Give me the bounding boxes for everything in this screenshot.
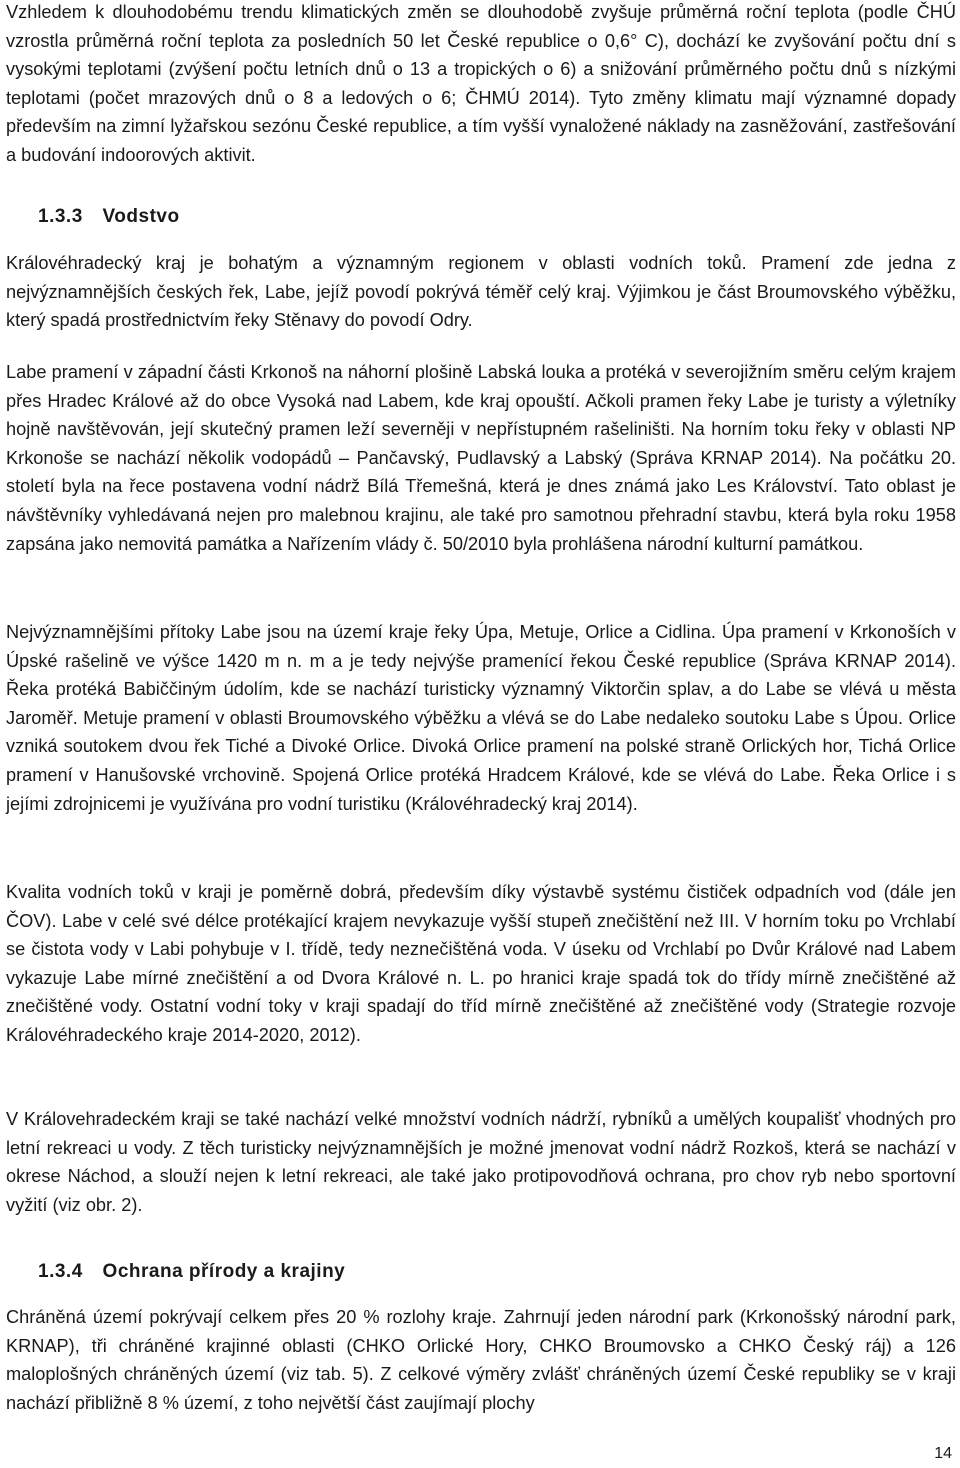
section-number: 1.3.4 bbox=[38, 1261, 83, 1282]
page-number: 14 bbox=[934, 1445, 952, 1462]
paragraph-water-quality: Kvalita vodních toků v kraji je poměrně dobrá, především díky výstavbě systému čističek odpadních vod (dále jen ČOV). Labe v celé své délce protékající krajem nevykazuje vyšší stupeň znečištění než III. V horním toku po Vrchlabí se čistota vody v Labi pohybuje v I. třídě, tedy neznečištěná voda. V úseku od Vrchlabí po Dvůr Králové nad Labem vykazuje Labe mírné znečištění a od Dvora Králové n. L. po hranici kraje spadá tok do třídy mírně znečištěné až znečištěné vody. Ostatní vodní toky v kraji spadají do tříd mírně znečištěné až znečištěné vody (Strategie rozvoje Královéhradeckého kraje 2014-2020, 2012). bbox=[6, 882, 956, 1045]
section-heading-vodstvo bbox=[38, 203, 738, 231]
paragraph-climate: Vzhledem k dlouhodobému trendu klimatických změn se dlouhodobě zvyšuje průměrná roční teplota (podle ČHÚ vzrostla průměrná roční teplota za posledních 50 let České republice o 0,6° C), dochází ke zvyšování počtu dní s vysokými teplotami (zvýšení počtu letních dnů o 13 a tropických o 6) a snižování průměrného počtu dnů s nízkými teplotami (počet mrazových dnů o 8 a ledových o 6; ČHMÚ 2014). Tyto změny klimatu mají významné dopady především na zimní lyžařskou sezónu České republice, a tím vyšší vynaložené náklady na zasněžování, zastřešování a budování indoorových aktivit. bbox=[6, 2, 956, 165]
paragraph-protected-areas: Chráněná území pokrývají celkem přes 20 % rozlohy kraje. Zahrnují jeden národní park (Krkonošský národní park, KRNAP), tři chráněné krajinné oblasti (CHKO Orlické Hory, CHKO Broumovsko a CHKO Český ráj) a 126 maloplošných chráněných území (viz tab. 5). Z celkové výměry zvlášť chráněných území České republiky se v kraji nachází přibližně 8 % území, z toho největší část zaujímají plochy bbox=[6, 1307, 956, 1413]
section-heading-ochrana bbox=[38, 1258, 738, 1286]
paragraph-water-region: Královéhradecký kraj je bohatým a významným regionem v oblasti vodních toků. Pramení zde jedna z nejvýznamnějších českých řek, Labe, jejíž povodí pokrývá téměř celý kraj. Výjimkou je část Broumovského výběžku, který spadá prostřednictvím řeky Stěnavy do povodí Odry. bbox=[6, 253, 956, 331]
section-title: Vodstvo bbox=[102, 206, 180, 227]
section-number: 1.3.3 bbox=[38, 206, 83, 227]
paragraph-reservoirs: V Královehradeckém kraji se také nachází velké množství vodních nádrží, rybníků a umělých koupališť vhodných pro letní rekreaci u vody. Z těch turisticky nejvýznamnějších je možné jmenovat vodní nádrž Rozkoš, která se nachází v okrese Náchod, a slouží nejen k letní rekreaci, ale také jako protipovodňová ochrana, pro chov ryb nebo sportovní vyžití (viz obr. 2). bbox=[6, 1109, 956, 1215]
paragraph-tributaries: Nejvýznamnějšími přítoky Labe jsou na území kraje řeky Úpa, Metuje, Orlice a Cidlina. Úpa pramení v Krkonoších v Úpské rašelině ve výšce 1420 m n. m a je tedy nejvýše pramenící řekou České republice (Správa KRNAP 2014). Řeka protéká Babiččiným údolím, kde se nachází turisticky významný Viktorčin splav, a do Labe se vlévá u města Jaroměř. Metuje pramení v oblasti Broumovského výběžku a vlévá se do Labe nedaleko soutoku Labe s Úpou. Orlice vzniká soutokem dvou řek Tiché a Divoké Orlice. Divoká Orlice pramení na polské straně Orlických hor, Tichá Orlice pramení v Hanušovské vrchovině. Spojená Orlice protéká Hradcem Králové, kde se vlévá do Labe. Řeka Orlice i s jejími zdrojnicemi je využívána pro vodní turistiku (Královéhradecký kraj 2014). bbox=[6, 622, 956, 814]
section-title: Ochrana přírody a krajiny bbox=[102, 1261, 346, 1282]
paragraph-labe: Labe pramení v západní části Krkonoš na náhorní plošině Labská louka a protéká v severojižním směru celým krajem přes Hradec Králové až do obce Vysoká nad Labem, kde kraj opouští. Ačkoli pramen řeky Labe je turisty a výletníky hojně navštěvován, její skutečný pramen leží severněji v nepřístupném rašeliništi. Na horním toku řeky v oblasti NP Krkonoše se nachází několik vodopádů – Pančavský, Pudlavský a Labský (Správa KRNAP 2014). Na počátku 20. století byla na řece postavena vodní nádrž Bílá Třemešná, která je dnes známá jako Les Království. Tato oblast je návštěvníky vyhledávaná nejen pro malebnou krajinu, ale také pro samotnou přehradní stavbu, která byla roku 1958 zapsána jako nemovitá památka a Nařízením vlády č. 50/2010 byla prohlášena národní kulturní památkou. bbox=[6, 362, 956, 554]
